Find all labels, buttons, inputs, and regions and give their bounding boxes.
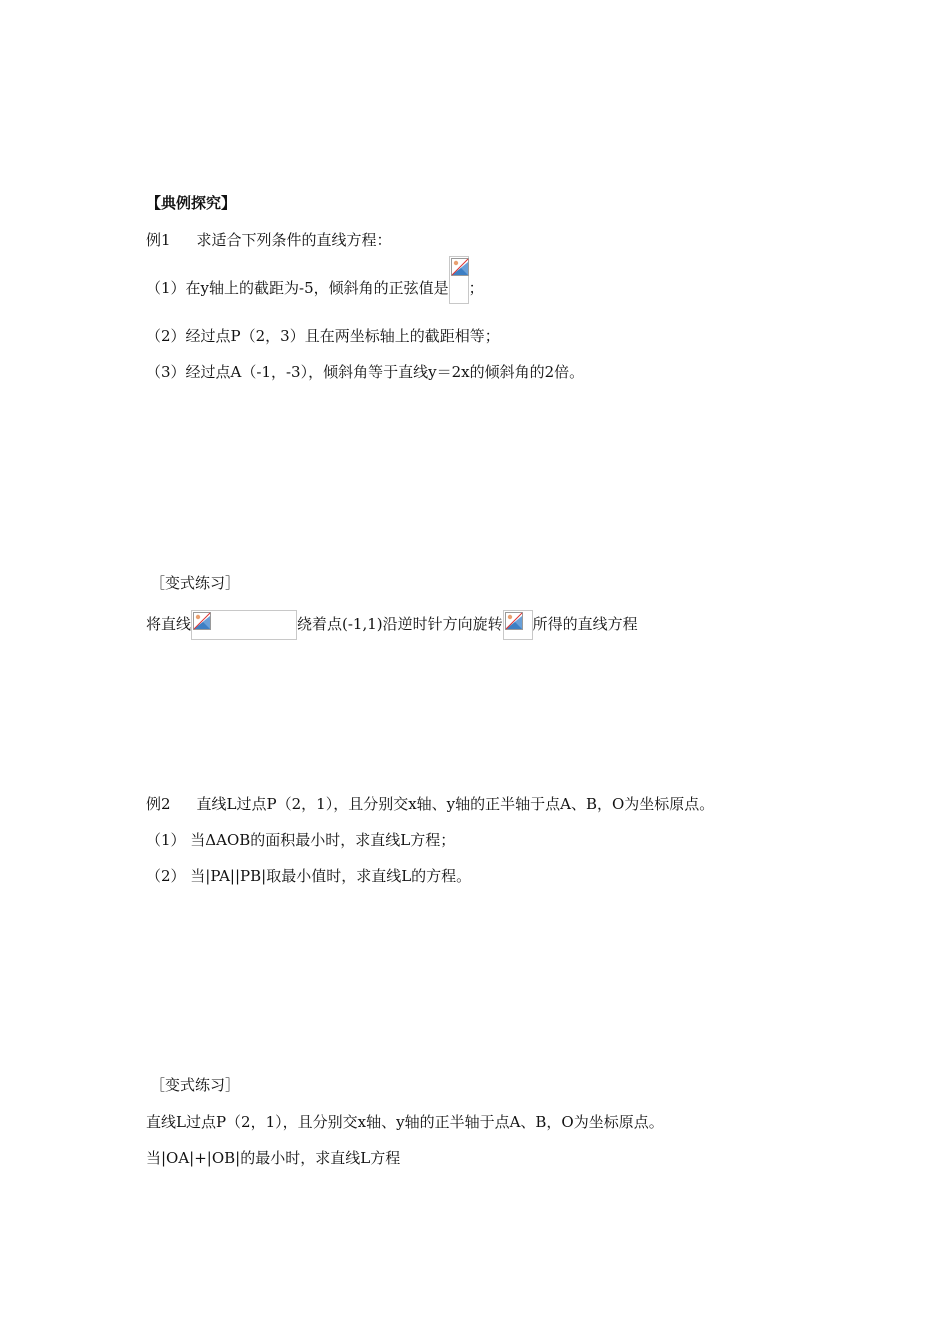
example-2-item-1: （1） 当ΔAOB的面积最小时，求直线L方程； bbox=[146, 831, 456, 849]
broken-image-icon bbox=[503, 610, 533, 640]
practice-1-part-b: 绕着点(-1,1)沿逆时针方向旋转 bbox=[297, 615, 503, 633]
practice-2-title: ［变式练习］ bbox=[150, 1076, 241, 1094]
practice-1-part-a: 将直线 bbox=[146, 615, 192, 633]
section-heading: 【典例探究】 bbox=[146, 194, 237, 212]
practice-2-line-1: 直线L过点P（2，1），且分别交x轴、y轴的正半轴于点A、B，O为坐标原点。 bbox=[146, 1113, 664, 1131]
example-1-item-1-end: ； bbox=[468, 279, 484, 297]
example-1-label: 例1 bbox=[146, 231, 171, 249]
practice-2-line-2: 当|OA|+|OB|的最小时，求直线L方程 bbox=[146, 1149, 401, 1167]
example-1-item-2: （2）经过点P（2，3）且在两坐标轴上的截距相等； bbox=[146, 327, 500, 345]
example-2-label: 例2 bbox=[146, 795, 171, 813]
example-1-question: 求适合下列条件的直线方程： bbox=[196, 231, 392, 249]
practice-1-text bbox=[146, 610, 638, 640]
broken-image-icon bbox=[191, 610, 297, 640]
practice-1-title: ［变式练习］ bbox=[150, 574, 241, 592]
example-1-item-3: （3）经过点A（-1，-3），倾斜角等于直线y＝2x的倾斜角的2倍。 bbox=[146, 363, 585, 381]
example-2-question: 直线L过点P（2，1），且分别交x轴、y轴的正半轴于点A、B，O为坐标原点。 bbox=[196, 795, 715, 813]
example-1-item-1-text: （1）在y轴上的截距为-5，倾斜角的正弦值是 bbox=[146, 279, 449, 297]
practice-1-part-c: 所得的直线方程 bbox=[532, 615, 638, 633]
example-1-prompt bbox=[146, 230, 392, 250]
example-2-item-2: （2） 当|PA||PB|取最小值时，求直线L的方程。 bbox=[146, 867, 472, 885]
example-1-item-1 bbox=[146, 278, 484, 304]
broken-image-icon bbox=[449, 256, 469, 304]
example-2-prompt bbox=[146, 794, 714, 814]
